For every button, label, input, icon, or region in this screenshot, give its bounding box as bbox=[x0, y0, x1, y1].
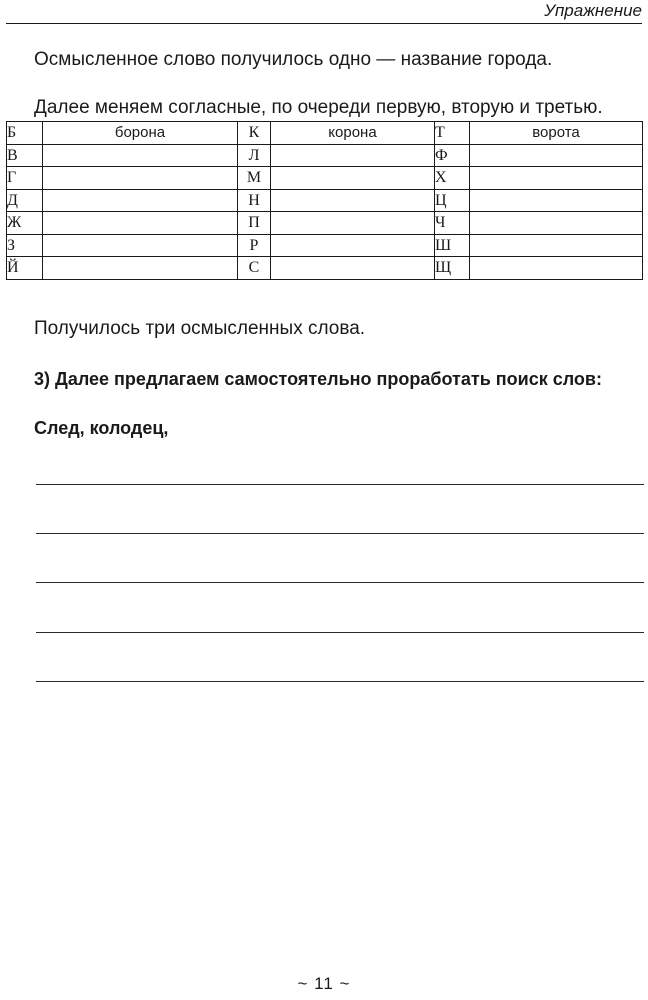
table-row bbox=[7, 234, 643, 257]
table-cell-letter: М bbox=[238, 167, 271, 190]
table-cell-letter: Й bbox=[7, 257, 43, 280]
table-cell-letter: К bbox=[238, 122, 271, 145]
table-cell-letter: Т bbox=[435, 122, 470, 145]
header-divider bbox=[6, 23, 642, 24]
table-cell-word[interactable] bbox=[271, 189, 435, 212]
answer-line-2[interactable] bbox=[36, 533, 644, 534]
table-row bbox=[7, 257, 643, 280]
table-cell-word[interactable] bbox=[470, 167, 643, 190]
table-cell-word: корона bbox=[271, 122, 435, 145]
table-cell-letter: Р bbox=[238, 234, 271, 257]
table-cell-word[interactable] bbox=[470, 257, 643, 280]
table-cell-letter: Ж bbox=[7, 212, 43, 235]
table-row bbox=[7, 189, 643, 212]
table-cell-letter: В bbox=[7, 144, 43, 167]
table-cell-letter: Ф bbox=[435, 144, 470, 167]
table-cell-word[interactable] bbox=[271, 144, 435, 167]
table-cell-letter: Д bbox=[7, 189, 43, 212]
table-row bbox=[7, 122, 643, 145]
table-cell-word[interactable] bbox=[43, 234, 238, 257]
table-cell-letter: П bbox=[238, 212, 271, 235]
table-cell-word[interactable] bbox=[271, 212, 435, 235]
table-cell-word[interactable] bbox=[470, 212, 643, 235]
table-row bbox=[7, 144, 643, 167]
table-cell-letter: Х bbox=[435, 167, 470, 190]
paragraph-city-result: Осмысленное слово получилось одно — название города. bbox=[34, 49, 553, 70]
table-cell-word[interactable] bbox=[43, 257, 238, 280]
table-cell-word[interactable] bbox=[43, 144, 238, 167]
table-cell-letter: Ч bbox=[435, 212, 470, 235]
paragraph-three-words: Получилось три осмысленных слова. bbox=[34, 318, 366, 339]
table-cell-word[interactable] bbox=[271, 234, 435, 257]
table-cell-letter: Н bbox=[238, 189, 271, 212]
table-cell-word[interactable] bbox=[470, 144, 643, 167]
table-row bbox=[7, 212, 643, 235]
table-cell-letter: Щ bbox=[435, 257, 470, 280]
table-cell-word[interactable] bbox=[271, 257, 435, 280]
answer-line-4[interactable] bbox=[36, 632, 644, 633]
consonant-table bbox=[6, 121, 643, 280]
table-cell-word[interactable] bbox=[470, 189, 643, 212]
table-cell-word[interactable] bbox=[43, 212, 238, 235]
table-cell-word[interactable] bbox=[43, 167, 238, 190]
table-cell-letter: Б bbox=[7, 122, 43, 145]
answer-line-3[interactable] bbox=[36, 582, 644, 583]
table-row bbox=[7, 167, 643, 190]
table-cell-letter: Л bbox=[238, 144, 271, 167]
section-title: Упражнение bbox=[544, 1, 642, 20]
table-cell-letter: С bbox=[238, 257, 271, 280]
table-cell-word: борона bbox=[43, 122, 238, 145]
table-cell-word[interactable] bbox=[470, 234, 643, 257]
task-heading: 3) Далее предлагаем самостоятельно проработать поиск слов: bbox=[34, 369, 602, 389]
table-cell-letter: З bbox=[7, 234, 43, 257]
table-cell-word: ворота bbox=[470, 122, 643, 145]
answer-line-1[interactable] bbox=[36, 484, 644, 485]
table-cell-letter: Ш bbox=[435, 234, 470, 257]
answer-line-5[interactable] bbox=[36, 681, 644, 682]
table-cell-letter: Г bbox=[7, 167, 43, 190]
task-words: След, колодец, bbox=[34, 418, 169, 438]
table-cell-word[interactable] bbox=[271, 167, 435, 190]
page-number: ~ 11 ~ bbox=[297, 974, 351, 993]
paragraph-change-consonants: Далее меняем согласные, по очереди первую, вторую и третью. bbox=[34, 97, 603, 118]
table-cell-word[interactable] bbox=[43, 189, 238, 212]
table-cell-letter: Ц bbox=[435, 189, 470, 212]
